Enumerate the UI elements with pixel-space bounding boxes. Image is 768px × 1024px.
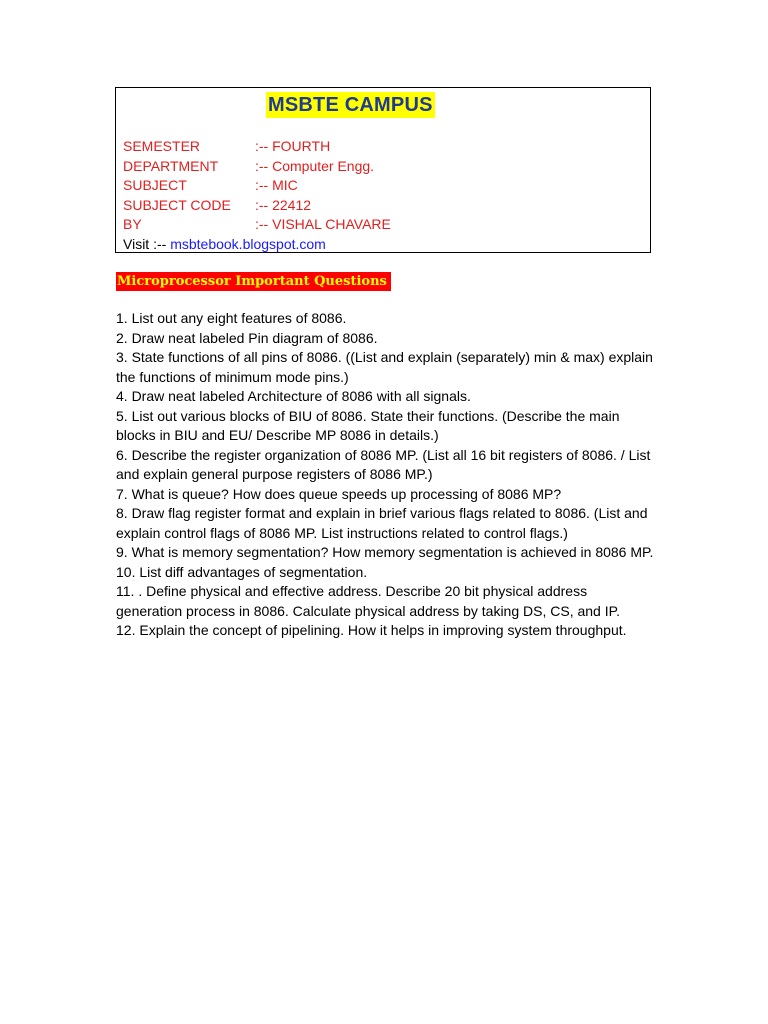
question-item: 10. List diff advantages of segmentation. <box>116 563 368 580</box>
question-item: 3. State functions of all pins of 8086. ((List and explain (separately) min & max) explain the functions of minimum mode pins.) <box>116 349 653 385</box>
info-row-by <box>123 215 391 235</box>
question-item: 11. . Define physical and effective address. Describe 20 bit physical address generation process in 8086. Calculate physical address by taking DS, CS, and IP. <box>116 583 621 619</box>
info-row-subject <box>123 176 391 196</box>
question-list <box>116 309 656 641</box>
info-value: :-- VISHAL CHAVARE <box>255 216 391 232</box>
section-title: Microprocessor Important Questions <box>116 272 391 291</box>
info-row-department <box>123 157 391 177</box>
info-value: :-- 22412 <box>255 196 312 213</box>
question-item: 1. List out any eight features of 8086. <box>116 310 347 326</box>
brand-title: MSBTE CAMPUS <box>268 94 433 116</box>
question-item: 12. Explain the concept of pipelining. How it helps in improving system throughput. <box>116 622 627 638</box>
info-label: SEMESTER <box>123 138 201 154</box>
info-value: :-- MIC <box>255 177 298 193</box>
info-value: :-- Computer Engg. <box>255 157 375 174</box>
visit-link[interactable]: msbtebook.blogspot.com <box>170 235 326 252</box>
question-item: 9. What is memory segmentation? How memory segmentation is achieved in 8086 MP. <box>116 544 654 560</box>
info-row-semester <box>123 137 391 157</box>
info-label: BY <box>123 216 142 232</box>
question-item: 6. Describe the register organization of 8086 MP. (List all 16 bit registers of 8086. / List and explain general purpose registers of 8086 MP.) <box>116 446 651 482</box>
question-item: 8. Draw flag register format and explain in brief various flags related to 8086. (List and explain control flags of 8086 MP. List instructions related to control flags.) <box>116 505 648 541</box>
question-item: 4. Draw neat labeled Architecture of 8086 with all signals. <box>116 388 471 404</box>
question-item: 5. List out various blocks of BIU of 8086. State their functions. (Describe the main blocks in BIU and EU/ Describe MP 8086 in details.) <box>116 407 620 443</box>
visit-label: Visit :-- <box>123 235 171 252</box>
info-value: :-- FOURTH <box>255 138 331 154</box>
info-label: DEPARTMENT <box>123 157 219 174</box>
question-item: 7. What is queue? How does queue speeds up processing of 8086 MP? <box>116 485 562 502</box>
info-label: SUBJECT CODE <box>123 196 231 213</box>
question-item: 2. Draw neat labeled Pin diagram of 8086. <box>116 329 378 346</box>
info-label: SUBJECT <box>123 177 187 193</box>
info-table <box>123 137 391 254</box>
info-row-subject-code <box>123 196 391 216</box>
visit-row <box>123 235 391 255</box>
header-box <box>115 87 651 253</box>
